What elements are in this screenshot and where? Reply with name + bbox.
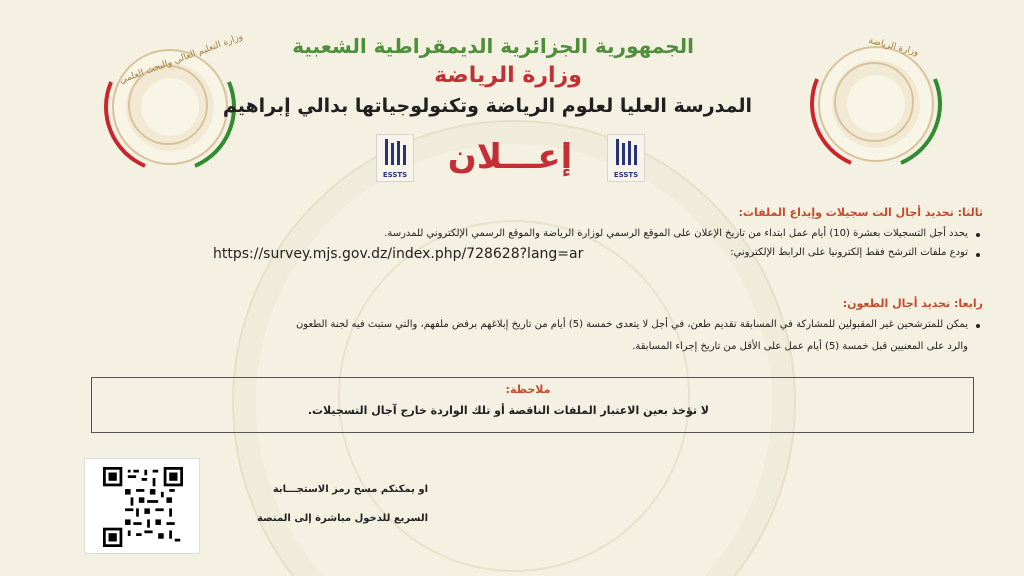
right-ministry-seal bbox=[818, 35, 934, 162]
right-logo-bar-4 bbox=[634, 145, 637, 165]
qr-instruction-line-2: السريع للدخول مباشرة إلى المنصة bbox=[256, 513, 428, 524]
qr-code[interactable] bbox=[84, 458, 200, 554]
section-four-line-2: والرد على المعنيين قبل خمسة (5) أيام عمل على الأقل من تاريخ إجراء المسابقة. bbox=[632, 341, 968, 352]
left-essts-logo bbox=[376, 134, 414, 182]
ministry-title: وزارة الرياضة bbox=[434, 63, 582, 88]
left-seal-text: وزارة التعليم العالي والبحث العلمي bbox=[118, 31, 245, 87]
qr-instruction-line-1: او يمكنكم مسح رمز الاستجـــابة bbox=[272, 484, 428, 495]
left-logo-bar-1 bbox=[385, 139, 388, 165]
section-three-bullet-2 bbox=[976, 253, 980, 257]
section-three-heading: ثالثا: تحديد أجال الت سجيلات وإيداع الملفات: bbox=[738, 206, 983, 219]
republic-title: الجمهورية الجزائرية الديمقراطية الشعبية bbox=[292, 34, 694, 58]
section-four-bullet bbox=[976, 324, 980, 328]
right-logo-text: ESSTS bbox=[613, 171, 639, 179]
left-logo-bar-2 bbox=[391, 143, 394, 165]
note-text: لا تؤخذ بعين الاعتبار الملفات الناقصة أو تلك الواردة خارج آجال التسجيلات. bbox=[307, 404, 709, 417]
right-logo-bar-2 bbox=[622, 143, 625, 165]
right-essts-mark bbox=[616, 139, 638, 165]
survey-url[interactable]: https://survey.mjs.gov.dz/index.php/728628?lang=ar bbox=[213, 246, 584, 262]
right-logo-bar-1 bbox=[616, 139, 619, 165]
note-label: ملاحظة: bbox=[505, 383, 551, 396]
left-ministry-seal bbox=[112, 31, 245, 165]
left-logo-bar-3 bbox=[397, 141, 400, 165]
right-essts-logo bbox=[607, 134, 645, 182]
school-title: المدرسة العليا لعلوم الرياضة وتكنولوجياتها بدالي إبراهيم bbox=[222, 95, 752, 117]
section-three-item-2-label: تودع ملفات الترشح فقط إلكترونيا على الرابط الإلكتروني: bbox=[730, 247, 968, 258]
section-three-bullet-1 bbox=[976, 233, 980, 237]
left-logo-text: ESSTS bbox=[382, 171, 408, 179]
left-logo-bar-4 bbox=[403, 145, 406, 165]
right-logo-bar-3 bbox=[628, 141, 631, 165]
right-seal-text: وزارة الرياضة bbox=[867, 35, 920, 59]
qr-code-icon bbox=[95, 467, 191, 547]
left-essts-mark bbox=[385, 139, 407, 165]
section-four-line-1: يمكن للمترشحين غير المقبولين للمشاركة في المسابقة تقديم طعن، في أجل لا يتعدى خمسة (5) أيام من تاريخ إبلاغهم برفض ملفهم، والتي ستبث فيه لجنة الطعون bbox=[295, 319, 968, 330]
announcement-title: إعـــلان bbox=[447, 137, 573, 177]
section-four-heading: رابعا: تحديد أجال الطعون: bbox=[842, 297, 983, 310]
section-three-item-1: يحدد أجل التسجيلات بعشرة (10) أيام عمل ابتداء من تاريخ الإعلان على الموقع الرسمي لوزارة الرياضة والموقع الرسمي الإلكتروني للمدرسة. bbox=[384, 228, 968, 239]
right-seal-ring bbox=[834, 62, 914, 142]
